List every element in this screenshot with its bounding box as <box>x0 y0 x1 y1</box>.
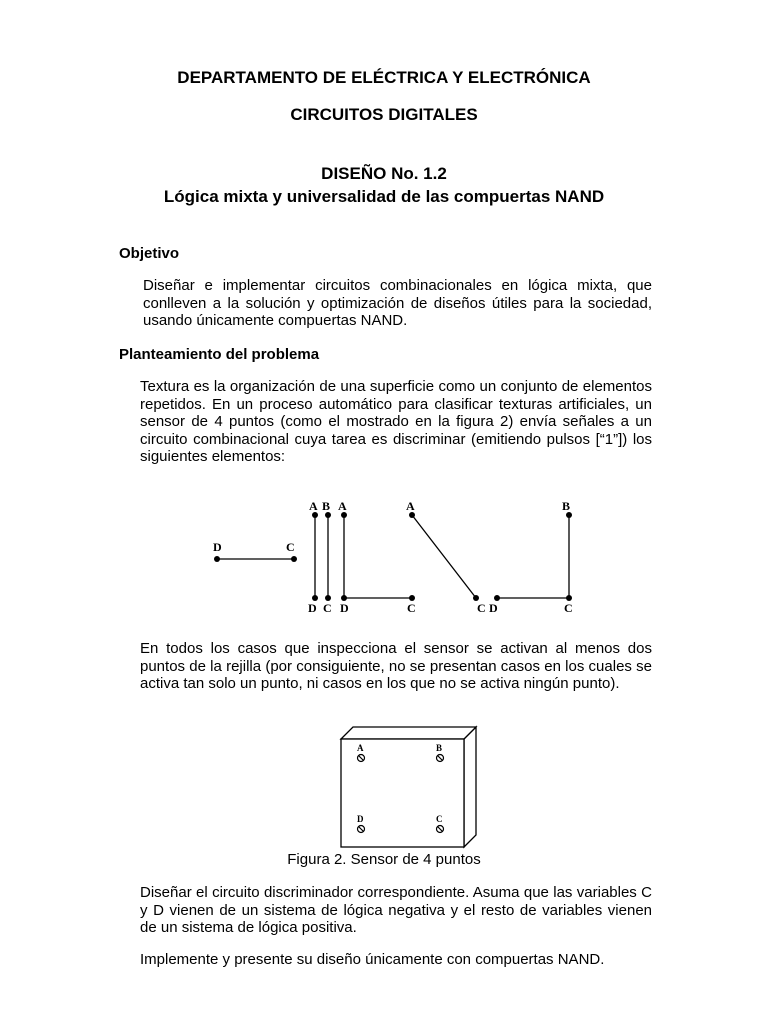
design-title-heading: Lógica mixta y universalidad de las compuertas NAND <box>163 187 605 206</box>
design-number-heading: DISEÑO No. 1.2 <box>321 164 447 183</box>
figure-2-caption: Figura 2. Sensor de 4 puntos <box>287 851 481 868</box>
label-c: C <box>564 601 573 615</box>
label-d: D <box>340 601 349 615</box>
svg-text:C: C <box>436 814 443 824</box>
label-a: A <box>309 499 318 513</box>
objective-text: Diseñar e implementar circuitos combinacionales en lógica mixta, que conlleven a la solución y optimización de diseños útiles para la sociedad, usando únicamente compuertas NAND. <box>143 277 652 329</box>
element-bc-vertical <box>322 499 332 615</box>
svg-text:A: A <box>357 743 364 753</box>
label-d: D <box>489 601 498 615</box>
label-c: C <box>286 540 295 554</box>
label-d: D <box>308 601 317 615</box>
problem-paragraph-3: Diseñar el circuito discriminador correspondiente. Asuma que las variables C y D vienen de un sistema de lógica negativa y el resto de variables vienen de un sistema de lógica positiva. <box>140 884 652 936</box>
element-ad-vertical <box>308 499 318 615</box>
element-dcb-corner <box>489 499 573 615</box>
course-heading: CIRCUITOS DIGITALES <box>290 105 478 124</box>
department-heading: DEPARTAMENTO DE ELÉCTRICA Y ELECTRÓNICA <box>177 68 591 87</box>
problem-heading: Planteamiento del problema <box>119 346 320 363</box>
label-d: D <box>213 540 222 554</box>
label-b: B <box>562 499 571 513</box>
svg-text:D: D <box>357 814 364 824</box>
label-a: A <box>338 499 347 513</box>
label-c: C <box>407 601 416 615</box>
problem-paragraph-4: Implemente y presente su diseño únicamente con compuertas NAND. <box>140 951 605 968</box>
element-adc-corner <box>338 499 416 615</box>
problem-paragraph-2: En todos los casos que inspecciona el sensor se activan al menos dos puntos de la rejilla (por consiguiente, no se presentan casos en los cuales se activa tan solo un punto, ni casos en los que no se activa ningún punto). <box>140 640 652 692</box>
texture-elements-figure <box>200 495 590 620</box>
problem-paragraph-1: Textura es la organización de una superficie como un conjunto de elementos repetidos. En un proceso automático para clasificar texturas artificiales, un sensor de 4 puntos (como el mostrado en la figura 2) envía señales a un circuito combinacional cuya tarea es discriminar (emitiendo pulsos [“1”]) los siguientes elementos: <box>140 378 652 465</box>
label-a: A <box>406 499 415 513</box>
sensor-figure <box>336 722 481 850</box>
objective-heading: Objetivo <box>119 245 180 262</box>
label-c: C <box>477 601 486 615</box>
label-b: B <box>322 499 331 513</box>
element-dc-horizontal <box>213 540 297 562</box>
svg-text:B: B <box>436 743 443 753</box>
element-ac-diagonal <box>406 499 486 615</box>
label-c: C <box>323 601 332 615</box>
